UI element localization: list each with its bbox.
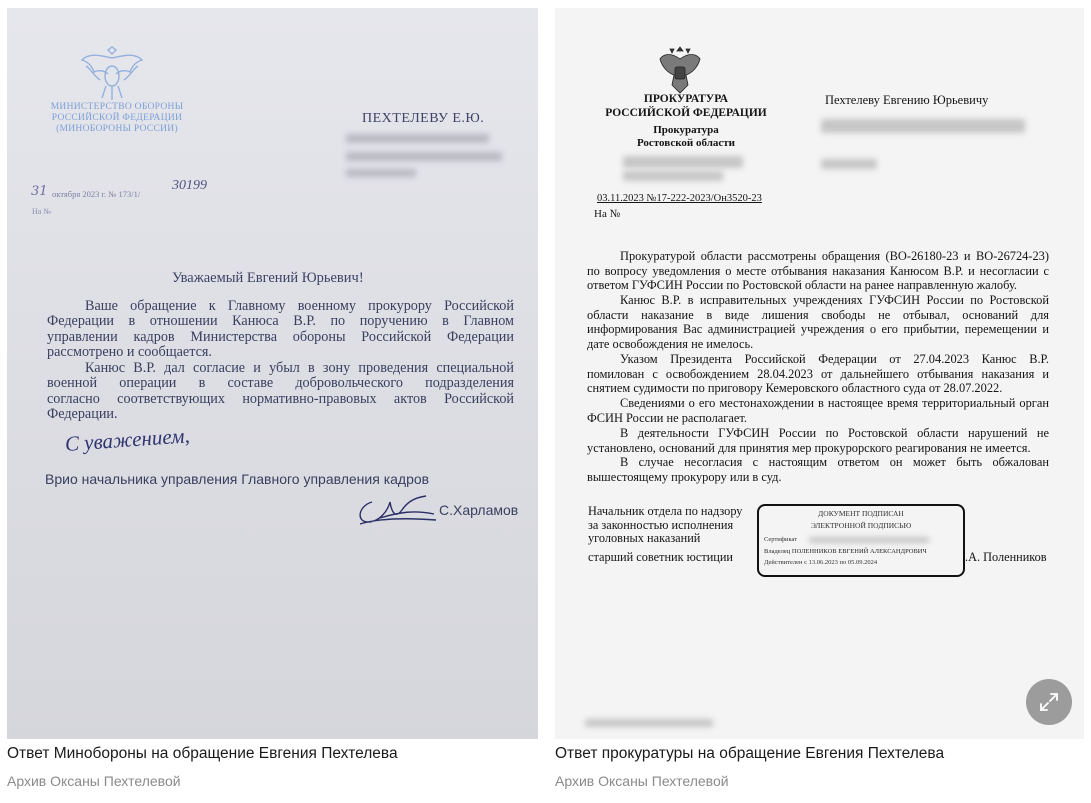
- electronic-signature-stamp: [757, 504, 965, 577]
- rp4-line-2: ФСИН России не располагает.: [587, 410, 747, 425]
- redacted-address-2: [346, 152, 502, 161]
- paragraph-4: [587, 396, 1049, 425]
- org-line-4: Ростовской области: [636, 137, 736, 149]
- rp2-line-3: информирования Вас администрацией учреждения о его прибытии, перемещении и: [587, 322, 1049, 337]
- p1-line-4: рассмотрено и сообщается.: [47, 343, 212, 360]
- redacted-address-3: [346, 169, 416, 177]
- rp3-line-2: помилован с освобождением 28.04.2023 от дальнейшего отбывания наказания и: [587, 366, 1049, 381]
- rp5-line-2: установлено, оснований для принятия мер прокурорского реагирования не имеется.: [587, 440, 1031, 455]
- signer-position: [588, 505, 742, 546]
- rp3-line-1: Указом Президента Российской Федерации от 27.04.2023 Канюс В.Р.: [620, 352, 1049, 366]
- ministry-line-1: МИНИСТЕРСТВО ОБОРОНЫ: [50, 102, 184, 112]
- rp2-line-1: Канюс В.Р. в исправительных учреждениях ГУФСИН России по Ростовской: [620, 293, 1049, 307]
- coat-of-arms-emblem: [658, 45, 702, 95]
- on-no: На №: [594, 208, 621, 220]
- right-caption: Ответ прокуратуры на обращение Евгения Пехтелева: [555, 745, 945, 762]
- signer-rank: старший советник юстиции: [588, 550, 734, 564]
- left-credit: Архив Оксаны Пехтелевой: [7, 773, 181, 789]
- expand-icon: [1038, 691, 1060, 713]
- handwritten-signature: [350, 488, 440, 528]
- redacted-org-address-2: [623, 171, 723, 181]
- position-line-3: уголовных наказаний: [588, 531, 701, 545]
- stamp-validity: Действителен с 13.06.2023 по 05.09.2024: [764, 559, 878, 566]
- ministry-line-2: РОССИЙСКОЙ ФЕДЕРАЦИИ: [51, 113, 183, 123]
- paragraph-1: [47, 299, 514, 360]
- double-headed-eagle-emblem: [80, 46, 144, 102]
- p1-line-2: Федерации в отношении Канюса В.Р. по поручению в Главном: [47, 313, 514, 330]
- rp2-line-4: дате освобождения не имелось.: [587, 336, 754, 351]
- rp5-line-1: В деятельности ГУФСИН России по Ростовской области нарушений не: [620, 426, 1049, 440]
- org-line-3: Прокуратура: [653, 124, 719, 136]
- addressee: ПЕХТЕЛЕВУ Е.Ю.: [362, 111, 485, 126]
- left-caption: Ответ Минобороны на обращение Евгения Пехтелева: [7, 745, 398, 762]
- paragraph-1: [587, 249, 1049, 293]
- redacted-certificate: [809, 537, 929, 543]
- paragraph-2: [587, 293, 1049, 351]
- p2-line-4: Федерации.: [47, 405, 118, 422]
- stamp-certificate: Сертификат: [764, 536, 798, 543]
- date-and-ref: 03.11.2023 №17-222-2023/Он3520-23: [597, 193, 762, 204]
- on-no: На №: [32, 207, 51, 216]
- redacted-address-1: [821, 119, 1025, 133]
- paragraph-2: [47, 361, 514, 422]
- expand-button[interactable]: [1026, 679, 1072, 725]
- paragraph-6: [587, 455, 1049, 484]
- rp1-line-1: Прокуратурой области рассмотрены обращения (ВО-26180-23 и ВО-26724-23): [620, 249, 1049, 263]
- redacted-address-1: [346, 134, 489, 143]
- right-credit: Архив Оксаны Пехтелевой: [555, 773, 729, 789]
- reg-number: 30199: [172, 178, 207, 193]
- signer-name: С.Харламов: [439, 502, 519, 518]
- rp6-line-2: вышестоящему прокурору или в суд.: [587, 469, 782, 484]
- rp6-line-1: В случае несогласия с настоящим ответом он может быть обжалован: [620, 455, 1049, 469]
- p2-line-2: военной операции в составе добровольческого подразделения: [47, 375, 514, 392]
- date-day: 31: [31, 184, 48, 199]
- stamp-title-1: ДОКУМЕНТ ПОДПИСАН: [818, 509, 904, 518]
- addressee: Пехтелеву Евгению Юрьевичу: [825, 93, 989, 107]
- rp3-line-3: снятием судимости по приговору Кемеровского областного суда от 28.07.2022.: [587, 381, 1003, 396]
- greeting: Уважаемый Евгений Юрьевич!: [172, 270, 364, 286]
- signer-name: .А. Поленников: [965, 550, 1047, 564]
- prosecutor-letter-image[interactable]: [555, 8, 1084, 739]
- stamp-title-2: ЭЛЕКТРОННОЙ ПОДПИСЬЮ: [810, 521, 912, 530]
- position-line-1: Начальник отдела по надзору: [588, 504, 743, 518]
- p2-line-1: Канюс В.Р. дал согласие и убыл в зону проведения специальной: [85, 360, 514, 376]
- org-line-2: РОССИЙСКОЙ ФЕДЕРАЦИИ: [605, 107, 767, 119]
- redacted-address-2: [821, 159, 877, 169]
- p2-line-3: согласно соответствующих нормативно-правовых актов Российской: [47, 390, 514, 407]
- position-line-2: за законностью исполнения: [588, 517, 734, 532]
- rp1-line-3: ответом ГУФСИН России по Ростовской области на ранее направленную жалобу.: [587, 278, 1018, 293]
- rp4-line-1: Сведениями о его местонахождении в настоящее время территориальный орган: [620, 396, 1049, 410]
- redacted-footer: [585, 719, 713, 727]
- p1-line-1: Ваше обращение к Главному военному прокурору Российской: [85, 298, 514, 314]
- paragraph-3: [587, 352, 1049, 396]
- handwritten-closing: С уважением,: [64, 423, 191, 456]
- org-line-1: ПРОКУРАТУРА: [643, 93, 729, 105]
- p1-line-3: управлении кадров Министерства обороны Российской Федерации: [47, 328, 514, 345]
- rp1-line-2: по вопросу уведомления о месте отбывания наказания Канюсом В.Р. и несогласии с: [587, 263, 1049, 278]
- date-line: октября 2023 г. № 173/1/: [52, 189, 141, 199]
- stamp-owner: Владелец ПОЛЕННИКОВ ЕВГЕНИЙ АЛЕКСАНДРОВИЧ: [764, 548, 927, 555]
- mod-letter-image[interactable]: [7, 8, 538, 739]
- signer-position: Врио начальника управления Главного управления кадров: [45, 471, 430, 487]
- redacted-org-address-1: [623, 156, 743, 168]
- rp2-line-2: области наказание в виде лишения свободы не отбывал, оснований для: [587, 307, 1049, 322]
- paragraph-5: [587, 426, 1049, 455]
- ministry-line-3: (МИНОБОРОНЫ РОССИИ): [56, 124, 178, 134]
